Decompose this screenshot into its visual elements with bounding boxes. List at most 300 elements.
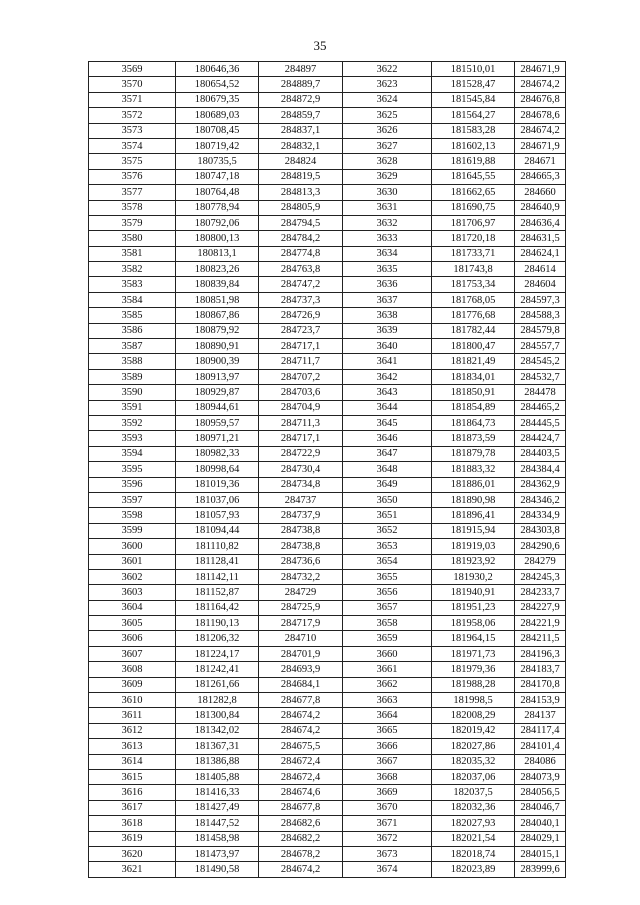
y-coordinate-cell: 284674,6 [259, 785, 343, 800]
y-coordinate-cell: 284725,9 [259, 600, 343, 615]
table-row [89, 431, 566, 446]
point-number-cell: 3596 [89, 477, 176, 492]
x-coordinate-cell: 180982,33 [176, 446, 259, 461]
y-coordinate-cell: 284424,7 [515, 431, 566, 446]
x-coordinate-cell: 181057,93 [176, 508, 259, 523]
point-number-cell: 3643 [343, 385, 432, 400]
table-row [89, 554, 566, 569]
table-row [89, 400, 566, 415]
x-coordinate-cell: 181896,41 [432, 508, 515, 523]
y-coordinate-cell: 284784,2 [259, 231, 343, 246]
x-coordinate-cell: 181206,32 [176, 631, 259, 646]
x-coordinate-cell: 181405,88 [176, 769, 259, 784]
point-number-cell: 3604 [89, 600, 176, 615]
point-number-cell: 3589 [89, 369, 176, 384]
y-coordinate-cell: 284734,8 [259, 477, 343, 492]
y-coordinate-cell: 284717,1 [259, 431, 343, 446]
y-coordinate-cell: 284684,1 [259, 677, 343, 692]
table-row [89, 138, 566, 153]
point-number-cell: 3593 [89, 431, 176, 446]
y-coordinate-cell: 284624,1 [515, 246, 566, 261]
y-coordinate-cell: 284303,8 [515, 523, 566, 538]
x-coordinate-cell: 182019,42 [432, 723, 515, 738]
x-coordinate-cell: 181850,91 [432, 385, 515, 400]
point-number-cell: 3627 [343, 138, 432, 153]
x-coordinate-cell: 180778,94 [176, 200, 259, 215]
y-coordinate-cell: 284678,6 [515, 108, 566, 123]
y-coordinate-cell: 284674,2 [515, 123, 566, 138]
point-number-cell: 3569 [89, 62, 176, 77]
x-coordinate-cell: 181564,27 [432, 108, 515, 123]
y-coordinate-cell: 284813,3 [259, 185, 343, 200]
x-coordinate-cell: 181662,65 [432, 185, 515, 200]
x-coordinate-cell: 181951,23 [432, 600, 515, 615]
x-coordinate-cell: 180879,92 [176, 323, 259, 338]
table-row [89, 185, 566, 200]
table-row [89, 92, 566, 107]
y-coordinate-cell: 284557,7 [515, 339, 566, 354]
point-number-cell: 3633 [343, 231, 432, 246]
y-coordinate-cell: 284737,9 [259, 508, 343, 523]
y-coordinate-cell: 284794,5 [259, 215, 343, 230]
point-number-cell: 3616 [89, 785, 176, 800]
x-coordinate-cell: 180913,97 [176, 369, 259, 384]
y-coordinate-cell: 284672,4 [259, 769, 343, 784]
y-coordinate-cell: 284675,5 [259, 739, 343, 754]
x-coordinate-cell: 181602,13 [432, 138, 515, 153]
x-coordinate-cell: 181753,34 [432, 277, 515, 292]
y-coordinate-cell: 284056,5 [515, 785, 566, 800]
y-coordinate-cell: 284774,8 [259, 246, 343, 261]
x-coordinate-cell: 181706,97 [432, 215, 515, 230]
y-coordinate-cell: 284671,9 [515, 138, 566, 153]
point-number-cell: 3642 [343, 369, 432, 384]
x-coordinate-cell: 180764,48 [176, 185, 259, 200]
x-coordinate-cell: 180792,06 [176, 215, 259, 230]
x-coordinate-cell: 180839,84 [176, 277, 259, 292]
x-coordinate-cell: 181890,98 [432, 492, 515, 507]
y-coordinate-cell: 284832,1 [259, 138, 343, 153]
y-coordinate-cell: 284897 [259, 62, 343, 77]
y-coordinate-cell: 284693,9 [259, 662, 343, 677]
table-row [89, 585, 566, 600]
point-number-cell: 3585 [89, 308, 176, 323]
table-row [89, 769, 566, 784]
x-coordinate-cell: 181873,59 [432, 431, 515, 446]
table-row [89, 831, 566, 846]
y-coordinate-cell: 284747,2 [259, 277, 343, 292]
x-coordinate-cell: 181971,73 [432, 646, 515, 661]
x-coordinate-cell: 180890,91 [176, 339, 259, 354]
point-number-cell: 3613 [89, 739, 176, 754]
point-number-cell: 3645 [343, 415, 432, 430]
point-number-cell: 3579 [89, 215, 176, 230]
point-number-cell: 3663 [343, 693, 432, 708]
x-coordinate-cell: 180654,52 [176, 77, 259, 92]
y-coordinate-cell: 284729 [259, 585, 343, 600]
y-coordinate-cell: 284073,9 [515, 769, 566, 784]
y-coordinate-cell: 284101,4 [515, 739, 566, 754]
x-coordinate-cell: 181958,06 [432, 616, 515, 631]
x-coordinate-cell: 180823,26 [176, 262, 259, 277]
x-coordinate-cell: 180959,57 [176, 415, 259, 430]
y-coordinate-cell: 284701,9 [259, 646, 343, 661]
point-number-cell: 3648 [343, 462, 432, 477]
y-coordinate-cell: 284738,8 [259, 523, 343, 538]
y-coordinate-cell: 284015,1 [515, 846, 566, 861]
table-row [89, 231, 566, 246]
point-number-cell: 3629 [343, 169, 432, 184]
x-coordinate-cell: 181690,75 [432, 200, 515, 215]
point-number-cell: 3608 [89, 662, 176, 677]
point-number-cell: 3632 [343, 215, 432, 230]
x-coordinate-cell: 180998,64 [176, 462, 259, 477]
table-row [89, 846, 566, 861]
point-number-cell: 3583 [89, 277, 176, 292]
y-coordinate-cell: 284710 [259, 631, 343, 646]
point-number-cell: 3638 [343, 308, 432, 323]
y-coordinate-cell: 284805,9 [259, 200, 343, 215]
table-row [89, 816, 566, 831]
point-number-cell: 3587 [89, 339, 176, 354]
x-coordinate-cell: 181110,82 [176, 539, 259, 554]
y-coordinate-cell: 284545,2 [515, 354, 566, 369]
point-number-cell: 3635 [343, 262, 432, 277]
point-number-cell: 3659 [343, 631, 432, 646]
table-row [89, 677, 566, 692]
point-number-cell: 3640 [343, 339, 432, 354]
x-coordinate-cell: 181224,17 [176, 646, 259, 661]
x-coordinate-cell: 181645,55 [432, 169, 515, 184]
table-row [89, 862, 566, 877]
y-coordinate-cell: 284384,4 [515, 462, 566, 477]
y-coordinate-cell: 284717,9 [259, 616, 343, 631]
y-coordinate-cell: 284029,1 [515, 831, 566, 846]
x-coordinate-cell: 181261,66 [176, 677, 259, 692]
point-number-cell: 3634 [343, 246, 432, 261]
table-row [89, 708, 566, 723]
point-number-cell: 3599 [89, 523, 176, 538]
table-row [89, 754, 566, 769]
coordinates-table-body [89, 62, 566, 878]
y-coordinate-cell: 284465,2 [515, 400, 566, 415]
y-coordinate-cell: 284636,4 [515, 215, 566, 230]
point-number-cell: 3665 [343, 723, 432, 738]
x-coordinate-cell: 181528,47 [432, 77, 515, 92]
y-coordinate-cell: 284837,1 [259, 123, 343, 138]
y-coordinate-cell: 284137 [515, 708, 566, 723]
y-coordinate-cell: 284707,2 [259, 369, 343, 384]
y-coordinate-cell: 284824 [259, 154, 343, 169]
table-row [89, 262, 566, 277]
point-number-cell: 3658 [343, 616, 432, 631]
x-coordinate-cell: 181821,49 [432, 354, 515, 369]
x-coordinate-cell: 181776,68 [432, 308, 515, 323]
x-coordinate-cell: 181142,11 [176, 569, 259, 584]
x-coordinate-cell: 181490,58 [176, 862, 259, 877]
x-coordinate-cell: 180813,1 [176, 246, 259, 261]
x-coordinate-cell: 181979,36 [432, 662, 515, 677]
table-row [89, 616, 566, 631]
point-number-cell: 3605 [89, 616, 176, 631]
y-coordinate-cell: 284674,2 [259, 862, 343, 877]
point-number-cell: 3590 [89, 385, 176, 400]
y-coordinate-cell: 284588,3 [515, 308, 566, 323]
y-coordinate-cell: 284279 [515, 554, 566, 569]
table-row [89, 354, 566, 369]
point-number-cell: 3602 [89, 569, 176, 584]
x-coordinate-cell: 180708,45 [176, 123, 259, 138]
table-row [89, 308, 566, 323]
x-coordinate-cell: 181190,13 [176, 616, 259, 631]
y-coordinate-cell: 284682,2 [259, 831, 343, 846]
table-row [89, 462, 566, 477]
point-number-cell: 3580 [89, 231, 176, 246]
x-coordinate-cell: 180800,13 [176, 231, 259, 246]
point-number-cell: 3641 [343, 354, 432, 369]
y-coordinate-cell: 284532,7 [515, 369, 566, 384]
x-coordinate-cell: 181342,02 [176, 723, 259, 738]
x-coordinate-cell: 181300,84 [176, 708, 259, 723]
x-coordinate-cell: 180719,42 [176, 138, 259, 153]
point-number-cell: 3671 [343, 816, 432, 831]
y-coordinate-cell: 284737,3 [259, 292, 343, 307]
table-row [89, 200, 566, 215]
x-coordinate-cell: 181164,42 [176, 600, 259, 615]
y-coordinate-cell: 284362,9 [515, 477, 566, 492]
point-number-cell: 3650 [343, 492, 432, 507]
table-row [89, 446, 566, 461]
table-row [89, 539, 566, 554]
x-coordinate-cell: 182027,93 [432, 816, 515, 831]
y-coordinate-cell: 284579,8 [515, 323, 566, 338]
x-coordinate-cell: 181152,87 [176, 585, 259, 600]
point-number-cell: 3625 [343, 108, 432, 123]
table-row [89, 292, 566, 307]
table-row [89, 339, 566, 354]
point-number-cell: 3660 [343, 646, 432, 661]
point-number-cell: 3626 [343, 123, 432, 138]
point-number-cell: 3597 [89, 492, 176, 507]
point-number-cell: 3639 [343, 323, 432, 338]
point-number-cell: 3586 [89, 323, 176, 338]
x-coordinate-cell: 181768,05 [432, 292, 515, 307]
point-number-cell: 3647 [343, 446, 432, 461]
point-number-cell: 3666 [343, 739, 432, 754]
x-coordinate-cell: 180747,18 [176, 169, 259, 184]
point-number-cell: 3598 [89, 508, 176, 523]
y-coordinate-cell: 284153,9 [515, 693, 566, 708]
x-coordinate-cell: 180689,03 [176, 108, 259, 123]
point-number-cell: 3619 [89, 831, 176, 846]
x-coordinate-cell: 181854,89 [432, 400, 515, 415]
point-number-cell: 3655 [343, 569, 432, 584]
y-coordinate-cell: 284889,7 [259, 77, 343, 92]
y-coordinate-cell: 284290,6 [515, 539, 566, 554]
x-coordinate-cell: 181473,97 [176, 846, 259, 861]
table-row [89, 77, 566, 92]
x-coordinate-cell: 180971,21 [176, 431, 259, 446]
x-coordinate-cell: 181864,73 [432, 415, 515, 430]
y-coordinate-cell: 284233,7 [515, 585, 566, 600]
y-coordinate-cell: 284732,2 [259, 569, 343, 584]
y-coordinate-cell: 284859,7 [259, 108, 343, 123]
x-coordinate-cell: 180900,39 [176, 354, 259, 369]
point-number-cell: 3621 [89, 862, 176, 877]
y-coordinate-cell: 284678,2 [259, 846, 343, 861]
table-row [89, 523, 566, 538]
x-coordinate-cell: 180867,86 [176, 308, 259, 323]
table-row [89, 415, 566, 430]
y-coordinate-cell: 284245,3 [515, 569, 566, 584]
table-row [89, 723, 566, 738]
point-number-cell: 3595 [89, 462, 176, 477]
x-coordinate-cell: 181915,94 [432, 523, 515, 538]
y-coordinate-cell: 284704,9 [259, 400, 343, 415]
point-number-cell: 3601 [89, 554, 176, 569]
y-coordinate-cell: 284819,5 [259, 169, 343, 184]
point-number-cell: 3644 [343, 400, 432, 415]
x-coordinate-cell: 182027,86 [432, 739, 515, 754]
y-coordinate-cell: 284722,9 [259, 446, 343, 461]
x-coordinate-cell: 181743,8 [432, 262, 515, 277]
y-coordinate-cell: 284730,4 [259, 462, 343, 477]
table-row [89, 800, 566, 815]
y-coordinate-cell: 284614 [515, 262, 566, 277]
y-coordinate-cell: 284674,2 [259, 723, 343, 738]
table-row [89, 508, 566, 523]
point-number-cell: 3607 [89, 646, 176, 661]
x-coordinate-cell: 181923,92 [432, 554, 515, 569]
y-coordinate-cell: 284046,7 [515, 800, 566, 815]
y-coordinate-cell: 284717,1 [259, 339, 343, 354]
x-coordinate-cell: 181458,98 [176, 831, 259, 846]
y-coordinate-cell: 284170,8 [515, 677, 566, 692]
y-coordinate-cell: 284040,1 [515, 816, 566, 831]
y-coordinate-cell: 284682,6 [259, 816, 343, 831]
x-coordinate-cell: 181886,01 [432, 477, 515, 492]
table-row [89, 662, 566, 677]
point-number-cell: 3615 [89, 769, 176, 784]
point-number-cell: 3668 [343, 769, 432, 784]
point-number-cell: 3610 [89, 693, 176, 708]
point-number-cell: 3674 [343, 862, 432, 877]
y-coordinate-cell: 284221,9 [515, 616, 566, 631]
table-row [89, 369, 566, 384]
point-number-cell: 3618 [89, 816, 176, 831]
point-number-cell: 3624 [343, 92, 432, 107]
x-coordinate-cell: 180646,36 [176, 62, 259, 77]
x-coordinate-cell: 181619,88 [432, 154, 515, 169]
x-coordinate-cell: 181019,36 [176, 477, 259, 492]
point-number-cell: 3649 [343, 477, 432, 492]
table-row [89, 492, 566, 507]
point-number-cell: 3571 [89, 92, 176, 107]
point-number-cell: 3582 [89, 262, 176, 277]
x-coordinate-cell: 181583,28 [432, 123, 515, 138]
x-coordinate-cell: 181883,32 [432, 462, 515, 477]
x-coordinate-cell: 181879,78 [432, 446, 515, 461]
point-number-cell: 3623 [343, 77, 432, 92]
coordinates-table [88, 61, 566, 878]
y-coordinate-cell: 284672,4 [259, 754, 343, 769]
y-coordinate-cell: 284346,2 [515, 492, 566, 507]
table-row [89, 785, 566, 800]
table-row [89, 123, 566, 138]
point-number-cell: 3591 [89, 400, 176, 415]
y-coordinate-cell: 284604 [515, 277, 566, 292]
table-row [89, 108, 566, 123]
point-number-cell: 3574 [89, 138, 176, 153]
x-coordinate-cell: 182032,36 [432, 800, 515, 815]
point-number-cell: 3631 [343, 200, 432, 215]
y-coordinate-cell: 284674,2 [515, 77, 566, 92]
y-coordinate-cell: 284660 [515, 185, 566, 200]
point-number-cell: 3667 [343, 754, 432, 769]
y-coordinate-cell: 284677,8 [259, 693, 343, 708]
x-coordinate-cell: 182023,89 [432, 862, 515, 877]
y-coordinate-cell: 284726,9 [259, 308, 343, 323]
x-coordinate-cell: 181416,33 [176, 785, 259, 800]
x-coordinate-cell: 182021,54 [432, 831, 515, 846]
point-number-cell: 3657 [343, 600, 432, 615]
y-coordinate-cell: 284196,3 [515, 646, 566, 661]
y-coordinate-cell: 284227,9 [515, 600, 566, 615]
point-number-cell: 3576 [89, 169, 176, 184]
point-number-cell: 3652 [343, 523, 432, 538]
y-coordinate-cell: 284677,8 [259, 800, 343, 815]
y-coordinate-cell: 284736,6 [259, 554, 343, 569]
y-coordinate-cell: 284640,9 [515, 200, 566, 215]
point-number-cell: 3575 [89, 154, 176, 169]
y-coordinate-cell: 284117,4 [515, 723, 566, 738]
point-number-cell: 3570 [89, 77, 176, 92]
y-coordinate-cell: 284671 [515, 154, 566, 169]
point-number-cell: 3578 [89, 200, 176, 215]
x-coordinate-cell: 181800,47 [432, 339, 515, 354]
x-coordinate-cell: 181998,5 [432, 693, 515, 708]
point-number-cell: 3630 [343, 185, 432, 200]
x-coordinate-cell: 180735,5 [176, 154, 259, 169]
table-row [89, 646, 566, 661]
point-number-cell: 3670 [343, 800, 432, 815]
y-coordinate-cell: 284738,8 [259, 539, 343, 554]
point-number-cell: 3588 [89, 354, 176, 369]
table-row [89, 600, 566, 615]
table-row [89, 631, 566, 646]
point-number-cell: 3573 [89, 123, 176, 138]
table-row [89, 277, 566, 292]
y-coordinate-cell: 283999,6 [515, 862, 566, 877]
point-number-cell: 3572 [89, 108, 176, 123]
y-coordinate-cell: 284086 [515, 754, 566, 769]
x-coordinate-cell: 181242,41 [176, 662, 259, 677]
x-coordinate-cell: 181094,44 [176, 523, 259, 538]
x-coordinate-cell: 181940,91 [432, 585, 515, 600]
y-coordinate-cell: 284597,3 [515, 292, 566, 307]
y-coordinate-cell: 284723,7 [259, 323, 343, 338]
y-coordinate-cell: 284763,8 [259, 262, 343, 277]
point-number-cell: 3592 [89, 415, 176, 430]
table-row [89, 385, 566, 400]
table-row [89, 154, 566, 169]
x-coordinate-cell: 181964,15 [432, 631, 515, 646]
page-number: 35 [313, 38, 327, 53]
point-number-cell: 3656 [343, 585, 432, 600]
point-number-cell: 3662 [343, 677, 432, 692]
point-number-cell: 3622 [343, 62, 432, 77]
x-coordinate-cell: 180929,87 [176, 385, 259, 400]
